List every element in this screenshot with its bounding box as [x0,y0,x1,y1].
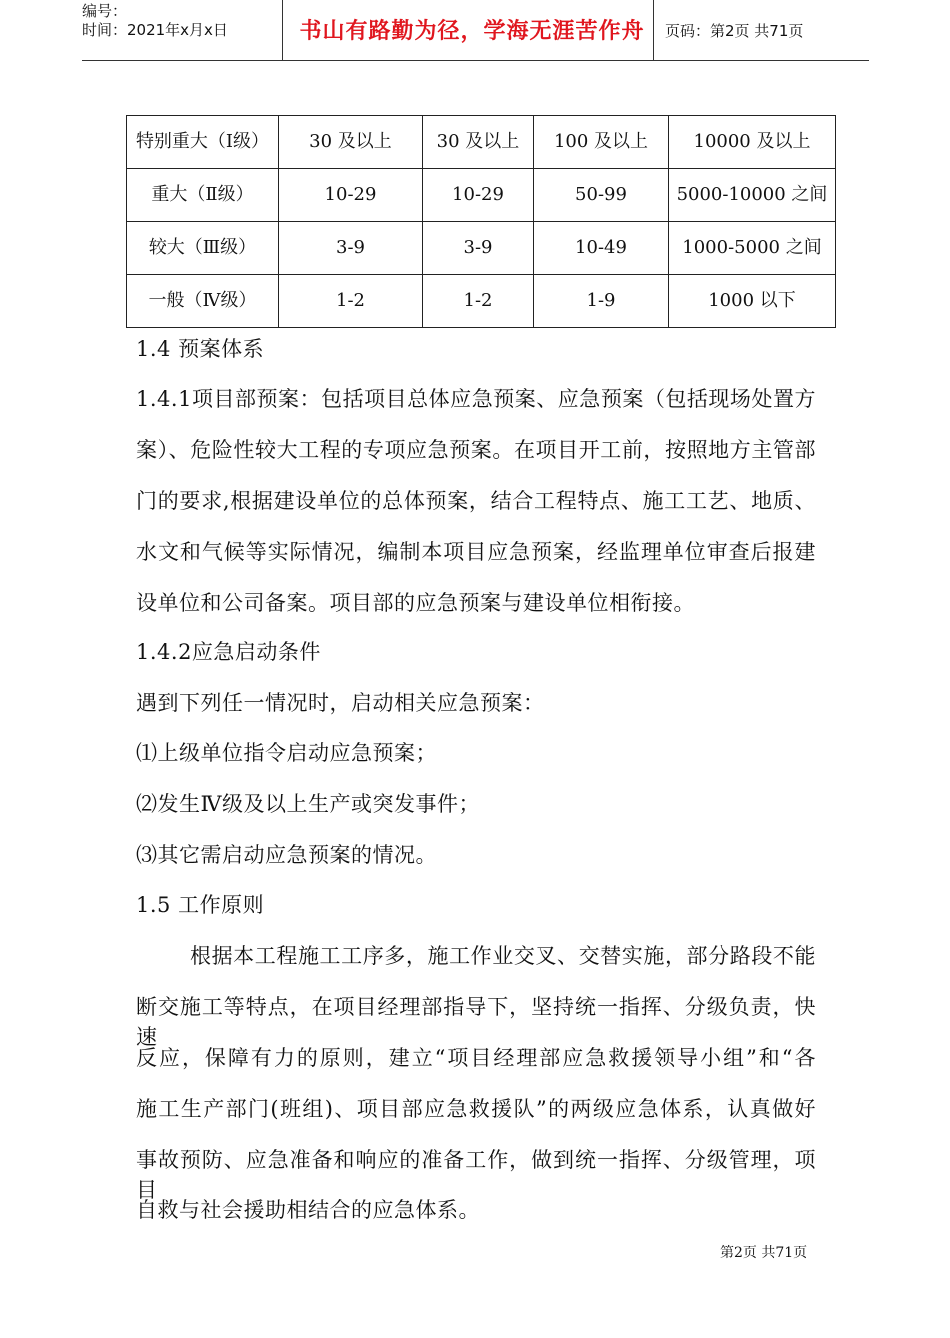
header-motto: 书山有路勤为径，学海无涯苦作舟 [299,19,645,44]
table-cell: 10000 及以上 [669,116,836,169]
section-heading: 1.4 预案体系 [136,337,265,361]
list-item: ⑶其它需启动应急预案的情况。 [136,843,437,867]
table-cell: 10-49 [534,222,669,275]
list-item: ⑵发生Ⅳ级及以上生产或突发事件； [136,792,480,816]
table-cell: 1000-5000 之间 [669,222,836,275]
paragraph-line: 自救与社会援助相结合的应急体系。 [136,1198,480,1222]
footer-page-number: 第2页 共71页 [720,1245,808,1261]
paragraph-line: 遇到下列任一情况时，启动相关应急预案： [136,691,545,715]
page-header [82,0,869,61]
incident-level-table [126,115,836,328]
table-cell: 50-99 [534,169,669,222]
table-row [127,275,836,328]
table-row [127,222,836,275]
paragraph-line: 根据本工程施工工序多，施工作业交叉、交替实施，部分路段不能 [190,944,816,968]
table-row [127,169,836,222]
table-cell: 10-29 [279,169,423,222]
table-cell: 较大（Ⅲ级） [127,222,279,275]
table-row [127,116,836,169]
paragraph-line: 反应，保障有力的原则，建立“项目经理部应急救援领导小组”和“各 [136,1046,816,1070]
paragraph-line: 事故预防、应急准备和响应的准备工作，做到统一指挥、分级管理，项目 [136,1148,816,1202]
paragraph-line: 设单位和公司备案。项目部的应急预案与建设单位相衔接。 [136,591,695,615]
paragraph-line: 水文和气候等实际情况，编制本项目应急预案，经监理单位审查后报建 [136,540,816,564]
table-cell: 3-9 [279,222,423,275]
header-divider [653,0,654,60]
table-cell: 30 及以上 [423,116,534,169]
header-page-number: 页码：第2页 共71页 [665,22,804,40]
header-meta [82,2,282,58]
table-cell: 一般（Ⅳ级） [127,275,279,328]
table-cell: 1000 以下 [669,275,836,328]
table-cell: 10-29 [423,169,534,222]
paragraph-line: 1.4.1项目部预案：包括项目总体应急预案、应急预案（包括现场处置方 [136,387,816,411]
table-cell: 5000-10000 之间 [669,169,836,222]
paragraph-line: 案）、危险性较大工程的专项应急预案。在项目开工前，按照地方主管部 [136,438,816,462]
list-item: ⑴上级单位指令启动应急预案； [136,741,437,765]
table-cell: 特别重大（Ⅰ级） [127,116,279,169]
paragraph-line: 施工生产部门(班组)、项目部应急救援队”的两级应急体系，认真做好 [136,1097,816,1121]
section-heading: 1.5 工作原则 [136,893,265,917]
header-number: 编号： [82,2,128,20]
table-cell: 重大（Ⅱ级） [127,169,279,222]
paragraph-line: 断交施工等特点，在项目经理部指导下，坚持统一指挥、分级负责，快速 [136,995,816,1049]
header-time: 时间：2021年x月x日 [82,21,228,39]
section-heading: 1.4.2应急启动条件 [136,640,321,664]
paragraph-line: 门的要求,根据建设单位的总体预案，结合工程特点、施工工艺、地质、 [136,489,816,513]
table-cell: 30 及以上 [279,116,423,169]
table-cell: 100 及以上 [534,116,669,169]
table-cell: 3-9 [423,222,534,275]
table-cell: 1-9 [534,275,669,328]
table-cell: 1-2 [279,275,423,328]
table-cell: 1-2 [423,275,534,328]
